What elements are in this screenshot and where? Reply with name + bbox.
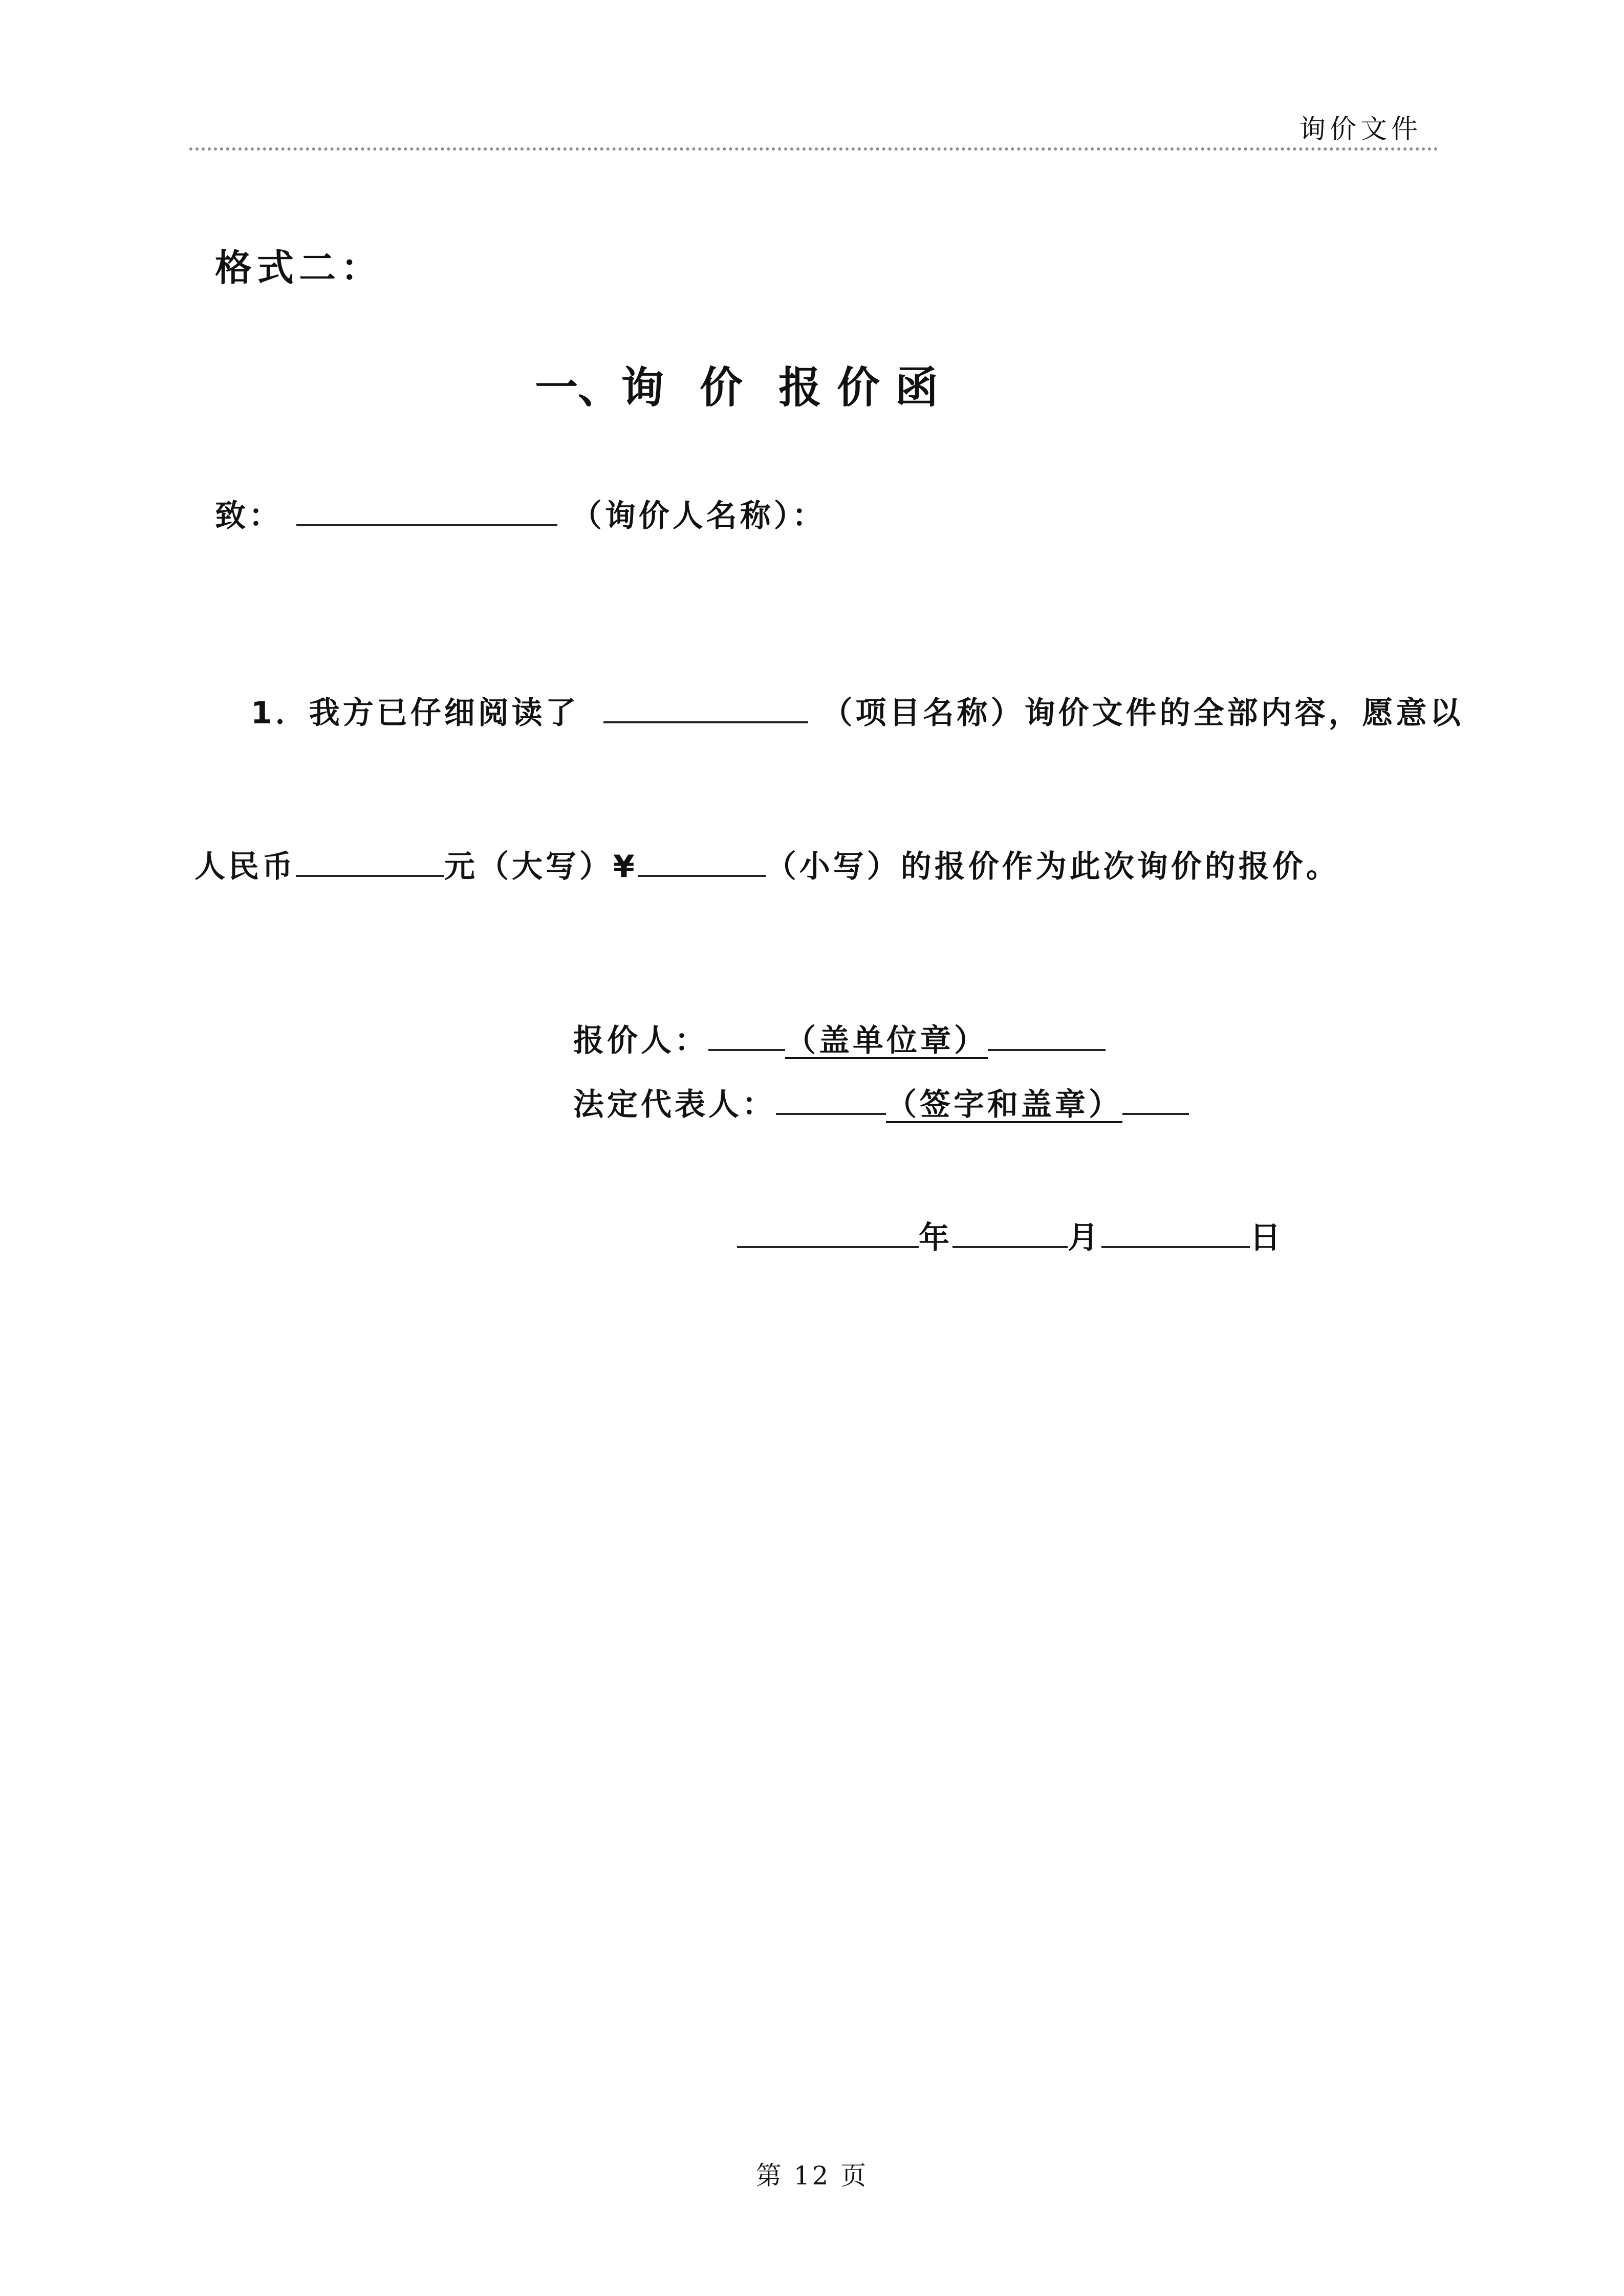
page-number: 第 12 页 (755, 2161, 869, 2191)
paragraph-2-prefix: 人民币 (194, 849, 296, 885)
addressee-prefix: 致： (215, 498, 283, 534)
title-part-1: 一、询 (535, 362, 664, 413)
document-title (535, 353, 954, 415)
paragraph-1-middle: （项目名称）询价文件的全部内容，愿意以 (821, 695, 1464, 731)
representative-blank-left[interactable] (776, 1112, 886, 1115)
quoter-blank-left[interactable] (708, 1048, 785, 1051)
quoter-signature-line (573, 1016, 1106, 1060)
addressee-suffix: （询价人名称）： (571, 498, 826, 534)
amount-lowercase-blank[interactable] (638, 874, 766, 877)
project-name-blank[interactable] (603, 721, 808, 723)
quoter-seal-note: （盖单位章） (785, 1023, 988, 1059)
title-part-2: 价 (700, 362, 743, 413)
representative-label: 法定代表人： (573, 1087, 776, 1123)
amount-uppercase-blank[interactable] (296, 874, 444, 877)
representative-sign-note: （签字和盖章） (886, 1087, 1122, 1123)
format-label: 格式二： (215, 246, 383, 289)
quoter-label: 报价人： (573, 1023, 708, 1059)
year-blank[interactable] (737, 1246, 919, 1248)
month-blank[interactable] (952, 1246, 1068, 1248)
addressee-line (215, 491, 826, 535)
month-label: 月 (1068, 1220, 1101, 1256)
day-blank[interactable] (1101, 1246, 1250, 1248)
representative-blank-right[interactable] (1122, 1112, 1189, 1115)
paragraph-2 (194, 842, 1340, 886)
date-line (737, 1213, 1284, 1257)
year-label: 年 (919, 1220, 952, 1256)
representative-signature-line (573, 1080, 1189, 1124)
header-divider (189, 147, 1438, 151)
paragraph-1-prefix: 1．我方已仔细阅读了 (251, 695, 579, 731)
paragraph-1 (251, 689, 1464, 733)
day-label: 日 (1250, 1220, 1284, 1256)
header-title: 询价文件 (1298, 114, 1422, 145)
paragraph-2-middle: 元（大写）¥ (444, 849, 638, 885)
addressee-blank[interactable] (296, 524, 557, 526)
title-part-3: 报价函 (778, 362, 954, 413)
paragraph-2-suffix: （小写）的报价作为此次询价的报价。 (765, 849, 1340, 885)
quoter-blank-right[interactable] (988, 1048, 1106, 1051)
